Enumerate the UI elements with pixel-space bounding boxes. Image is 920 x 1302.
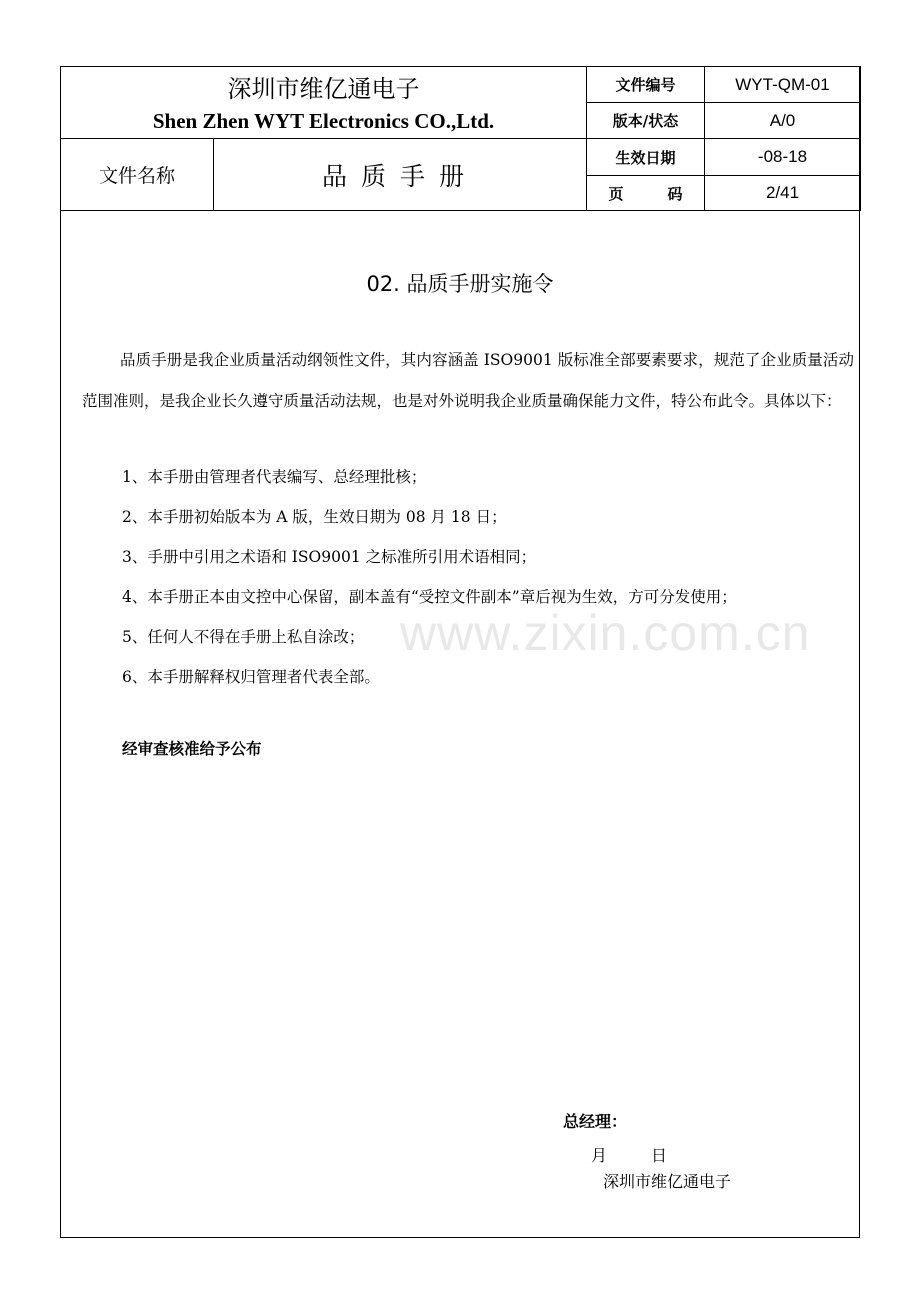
effective-date-label: 生效日期 (587, 139, 705, 176)
effective-date-value: -08-18 (705, 139, 861, 176)
page-code-label: 页码 (608, 184, 683, 203)
watermark: www.zixin.com.cn (400, 605, 811, 661)
version-value: A/0 (705, 103, 861, 139)
signature-month: 月 (591, 1146, 608, 1165)
page-code-label-cell (587, 176, 705, 211)
page-code-value: 2/41 (705, 176, 861, 211)
doc-no-value: WYT-QM-01 (705, 67, 861, 103)
list-item: 2、本手册初始版本为 A 版，生效日期为 08 月 18 日； (122, 508, 507, 526)
list-item: 3、手册中引用之术语和 ISO9001 之标准所引用术语相同； (122, 548, 537, 566)
list-item: 5、任何人不得在手册上私自涂改； (122, 628, 365, 646)
signature-company: 深圳市维亿通电子 (603, 1172, 732, 1191)
company-cell (61, 67, 587, 139)
doc-name-value: 品质手册 (214, 139, 587, 211)
approval-statement: 经审查核准给予公布 (122, 740, 262, 758)
signature-day: 日 (651, 1146, 668, 1165)
section-heading: 02. 品质手册实施令 (366, 272, 554, 296)
list-item: 6、本手册解释权归管理者代表全部。 (122, 668, 380, 686)
company-name-cn: 深圳市维亿通电子 (227, 74, 420, 103)
list-item: 1、本手册由管理者代表编写、总经理批核； (122, 468, 427, 486)
list-item: 4、本手册正本由文控中心保留，副本盖有“受控文件副本”章后视为生效，方可分发使用； (122, 588, 737, 606)
doc-name-label: 文件名称 (61, 139, 214, 211)
doc-no-label: 文件编号 (587, 67, 705, 103)
gm-signature-label: 总经理： (563, 1112, 628, 1131)
company-name-en: Shen Zhen WYT Electronics CO.,Ltd. (152, 108, 495, 133)
intro-paragraph: 品质手册是我企业质量活动纲领性文件，其内容涵盖 ISO9001 版标准全部要素要求，规范了企业质量活动范围准则，是我企业长久遵守质量活动法规，也是对外说明我企业质量确保能力文件，特公布此令。具体以下： (82, 351, 854, 410)
version-label: 版本/状态 (587, 103, 705, 139)
document-header-table (60, 66, 861, 211)
